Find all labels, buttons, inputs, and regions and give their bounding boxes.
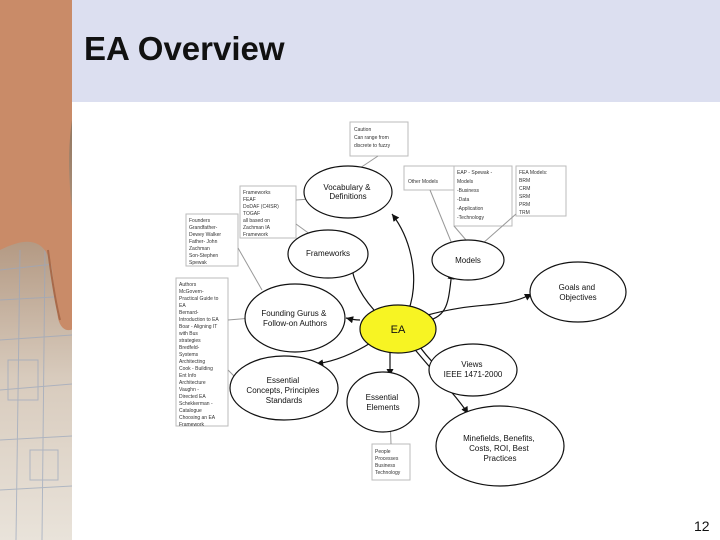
- eap-spewak-note-text: EAP - Spewak - Models -Business -Data -Application -Technology: [457, 170, 493, 221]
- vocabulary-label: Vocabulary & Definitions: [323, 183, 371, 201]
- authors-note-text: Authors McGovern- Practical Guide to EA Bernard- Introduction to EA Boar - Aligning IT with Bus strategies Bredfeld- Systems Architecting Cook - Building Ent Info Architecture Vaughn - Directed EA Schekkerman - Catalogue Choosing an EA Framework: [179, 282, 219, 428]
- views-label: Views IEEE 1471-2000: [443, 360, 503, 379]
- page-number: 12: [694, 518, 710, 534]
- goals-node: [530, 262, 626, 322]
- other-models-note-box: [404, 166, 454, 190]
- frameworks-list-note-text: Frameworks FEAF DoDAF (C4ISR) TOGAF all based on Zachman IA Framework: [243, 190, 279, 238]
- caution-note-text: Caution Can range from discrete to fuzzy: [354, 127, 391, 149]
- founders-note-text: Founders Grandfather- Dewey Walker Father- John Zachman Son-Stephen Spewak: [189, 218, 222, 266]
- founding-gurus-label: Founding Gurus & Follow-on Authors: [261, 309, 328, 328]
- models-label: Models: [455, 256, 481, 265]
- essential-concepts-label: Essential Concepts, Principles Standards: [246, 376, 320, 405]
- fea-models-note-text: FEA Models: BRM CRM SRM PRM TRM: [519, 170, 548, 216]
- goals-label: Goals and Objectives: [558, 283, 597, 302]
- essential-elements-node: [347, 372, 419, 432]
- ea-node-label: EA: [390, 324, 406, 336]
- slide-title: EA Overview: [84, 30, 285, 67]
- other-models-note-text: Other Models: [408, 179, 439, 185]
- minefields-label: Minefields, Benefits, Costs, ROI, Best Practices: [463, 434, 535, 463]
- pbt-note-text: People Processes Business Technology: [375, 449, 401, 476]
- founding-gurus-node: [245, 284, 345, 352]
- essential-elements-label: Essential Elements: [365, 393, 400, 412]
- frameworks-label: Frameworks: [305, 249, 351, 258]
